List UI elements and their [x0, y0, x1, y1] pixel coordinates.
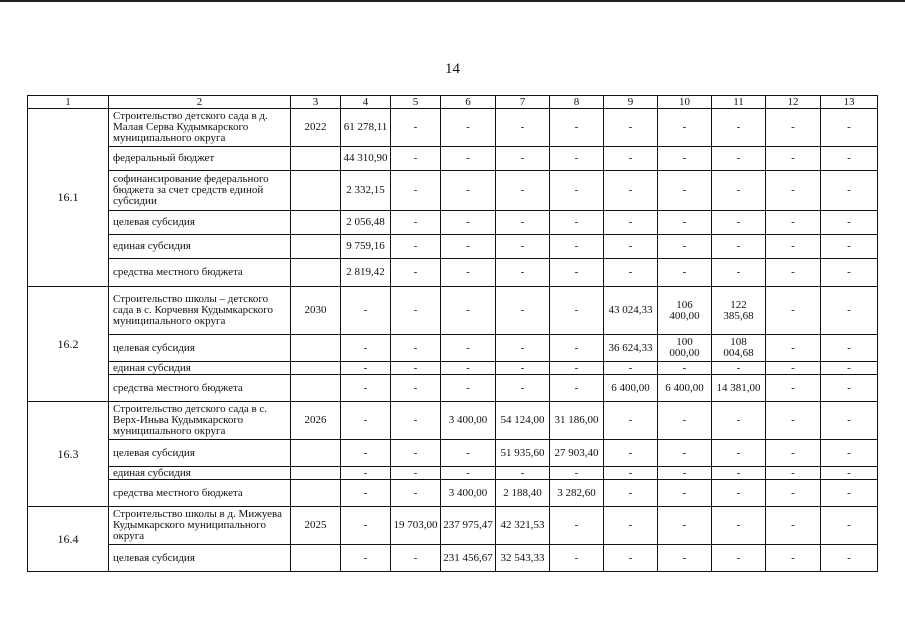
- value-cell: -: [391, 287, 441, 335]
- value-cell: -: [550, 362, 604, 375]
- value-cell: 61 278,11: [341, 109, 391, 147]
- column-header: 1: [28, 96, 109, 109]
- value-cell: -: [658, 480, 712, 507]
- value-cell: -: [658, 467, 712, 480]
- value-cell: -: [821, 362, 878, 375]
- value-cell: 6 400,00: [604, 375, 658, 402]
- row-name: средства местного бюджета: [109, 480, 291, 507]
- value-cell: -: [341, 440, 391, 467]
- value-cell: -: [766, 109, 821, 147]
- value-cell: -: [712, 109, 766, 147]
- table-row: [28, 235, 878, 259]
- value-cell: -: [550, 335, 604, 362]
- value-cell: -: [341, 287, 391, 335]
- value-cell: 2 056,48: [341, 211, 391, 235]
- value-cell: -: [391, 335, 441, 362]
- value-cell: -: [766, 402, 821, 440]
- value-cell: -: [712, 235, 766, 259]
- value-cell: -: [766, 467, 821, 480]
- value-cell: -: [496, 171, 550, 211]
- table-row: [28, 287, 878, 335]
- value-cell: -: [441, 375, 496, 402]
- value-cell: -: [441, 335, 496, 362]
- value-cell: -: [766, 480, 821, 507]
- table-header-row: [28, 96, 878, 109]
- row-name: средства местного бюджета: [109, 259, 291, 287]
- value-cell: -: [496, 259, 550, 287]
- value-cell: -: [712, 211, 766, 235]
- value-cell: -: [441, 235, 496, 259]
- row-year: [291, 362, 341, 375]
- value-cell: -: [550, 109, 604, 147]
- value-cell: 108 004,68: [712, 335, 766, 362]
- value-cell: -: [766, 335, 821, 362]
- value-cell: -: [391, 211, 441, 235]
- value-cell: -: [658, 362, 712, 375]
- row-year: 2026: [291, 402, 341, 440]
- value-cell: 100 000,00: [658, 335, 712, 362]
- row-group-id: 16.2: [28, 287, 109, 402]
- value-cell: -: [391, 259, 441, 287]
- value-cell: -: [658, 211, 712, 235]
- value-cell: -: [821, 375, 878, 402]
- value-cell: 3 282,60: [550, 480, 604, 507]
- value-cell: -: [821, 287, 878, 335]
- value-cell: 2 188,40: [496, 480, 550, 507]
- row-year: [291, 335, 341, 362]
- value-cell: -: [604, 147, 658, 171]
- value-cell: -: [658, 507, 712, 545]
- value-cell: -: [712, 171, 766, 211]
- row-group-id: 16.1: [28, 109, 109, 287]
- row-name: единая субсидия: [109, 235, 291, 259]
- value-cell: -: [604, 480, 658, 507]
- row-year: 2022: [291, 109, 341, 147]
- column-header: 12: [766, 96, 821, 109]
- table-row: [28, 109, 878, 147]
- value-cell: -: [712, 507, 766, 545]
- row-year: 2025: [291, 507, 341, 545]
- row-name: целевая субсидия: [109, 440, 291, 467]
- column-header: 10: [658, 96, 712, 109]
- value-cell: 19 703,00: [391, 507, 441, 545]
- table-row: [28, 147, 878, 171]
- value-cell: -: [604, 545, 658, 572]
- value-cell: -: [766, 211, 821, 235]
- value-cell: -: [550, 259, 604, 287]
- column-header: 8: [550, 96, 604, 109]
- table-row: [28, 259, 878, 287]
- table-row: [28, 402, 878, 440]
- value-cell: -: [658, 109, 712, 147]
- column-header: 7: [496, 96, 550, 109]
- value-cell: -: [441, 362, 496, 375]
- value-cell: -: [604, 171, 658, 211]
- value-cell: 3 400,00: [441, 480, 496, 507]
- column-header: 2: [109, 96, 291, 109]
- table-row: [28, 440, 878, 467]
- value-cell: -: [496, 109, 550, 147]
- value-cell: 14 381,00: [712, 375, 766, 402]
- row-name: Строительство школы – детского сада в с. Корчевня Кудымкарского муниципального округа: [109, 287, 291, 335]
- value-cell: -: [391, 402, 441, 440]
- table-row: [28, 507, 878, 545]
- row-name: Строительство школы в д. Мижуева Кудымкарского муниципального округа: [109, 507, 291, 545]
- value-cell: -: [712, 440, 766, 467]
- value-cell: 3 400,00: [441, 402, 496, 440]
- value-cell: -: [766, 362, 821, 375]
- value-cell: -: [821, 545, 878, 572]
- value-cell: -: [496, 211, 550, 235]
- value-cell: -: [550, 147, 604, 171]
- value-cell: 122 385,68: [712, 287, 766, 335]
- column-header: 9: [604, 96, 658, 109]
- value-cell: -: [391, 480, 441, 507]
- row-year: [291, 235, 341, 259]
- value-cell: -: [341, 480, 391, 507]
- value-cell: -: [441, 147, 496, 171]
- value-cell: -: [712, 147, 766, 171]
- value-cell: -: [604, 362, 658, 375]
- value-cell: -: [658, 440, 712, 467]
- value-cell: -: [441, 440, 496, 467]
- row-group-id: 16.3: [28, 402, 109, 507]
- table-row: [28, 335, 878, 362]
- value-cell: 27 903,40: [550, 440, 604, 467]
- value-cell: -: [391, 171, 441, 211]
- column-header: 13: [821, 96, 878, 109]
- value-cell: -: [712, 259, 766, 287]
- value-cell: -: [496, 375, 550, 402]
- value-cell: 54 124,00: [496, 402, 550, 440]
- value-cell: -: [766, 545, 821, 572]
- value-cell: 44 310,90: [341, 147, 391, 171]
- table-row: [28, 480, 878, 507]
- row-name: средства местного бюджета: [109, 375, 291, 402]
- value-cell: -: [604, 235, 658, 259]
- value-cell: -: [821, 211, 878, 235]
- value-cell: -: [441, 259, 496, 287]
- value-cell: -: [766, 375, 821, 402]
- value-cell: -: [341, 507, 391, 545]
- row-name: единая субсидия: [109, 362, 291, 375]
- value-cell: -: [496, 335, 550, 362]
- value-cell: -: [341, 362, 391, 375]
- row-name: целевая субсидия: [109, 211, 291, 235]
- value-cell: 2 332,15: [341, 171, 391, 211]
- row-year: [291, 211, 341, 235]
- value-cell: 231 456,67: [441, 545, 496, 572]
- value-cell: -: [658, 402, 712, 440]
- value-cell: -: [712, 467, 766, 480]
- value-cell: -: [391, 375, 441, 402]
- table-row: [28, 467, 878, 480]
- value-cell: 9 759,16: [341, 235, 391, 259]
- value-cell: -: [821, 109, 878, 147]
- row-year: [291, 147, 341, 171]
- value-cell: 42 321,53: [496, 507, 550, 545]
- value-cell: -: [496, 362, 550, 375]
- value-cell: -: [821, 480, 878, 507]
- value-cell: -: [604, 467, 658, 480]
- value-cell: -: [341, 402, 391, 440]
- value-cell: -: [550, 211, 604, 235]
- value-cell: -: [766, 259, 821, 287]
- value-cell: -: [496, 235, 550, 259]
- row-name: целевая субсидия: [109, 545, 291, 572]
- row-year: [291, 440, 341, 467]
- value-cell: -: [550, 287, 604, 335]
- value-cell: -: [712, 402, 766, 440]
- value-cell: 6 400,00: [658, 375, 712, 402]
- value-cell: -: [766, 235, 821, 259]
- value-cell: -: [766, 440, 821, 467]
- value-cell: -: [821, 171, 878, 211]
- value-cell: -: [604, 507, 658, 545]
- value-cell: -: [821, 440, 878, 467]
- column-header: 5: [391, 96, 441, 109]
- value-cell: -: [604, 259, 658, 287]
- value-cell: -: [441, 171, 496, 211]
- row-group-id: 16.4: [28, 507, 109, 572]
- value-cell: -: [658, 235, 712, 259]
- value-cell: -: [821, 335, 878, 362]
- value-cell: -: [712, 480, 766, 507]
- column-header: 4: [341, 96, 391, 109]
- value-cell: -: [766, 507, 821, 545]
- value-cell: -: [496, 287, 550, 335]
- value-cell: -: [391, 147, 441, 171]
- value-cell: 51 935,60: [496, 440, 550, 467]
- value-cell: 31 186,00: [550, 402, 604, 440]
- value-cell: -: [341, 467, 391, 480]
- row-name: федеральный бюджет: [109, 147, 291, 171]
- value-cell: -: [658, 545, 712, 572]
- value-cell: -: [712, 545, 766, 572]
- value-cell: -: [391, 545, 441, 572]
- column-header: 3: [291, 96, 341, 109]
- value-cell: -: [658, 259, 712, 287]
- row-year: [291, 375, 341, 402]
- row-name: Строительство детского сада в д. Малая Серва Кудымкарского муниципального округа: [109, 109, 291, 147]
- row-name: целевая субсидия: [109, 335, 291, 362]
- value-cell: -: [821, 507, 878, 545]
- value-cell: -: [604, 211, 658, 235]
- row-name: единая субсидия: [109, 467, 291, 480]
- table-row: [28, 362, 878, 375]
- value-cell: -: [550, 375, 604, 402]
- value-cell: -: [658, 171, 712, 211]
- table-row: [28, 375, 878, 402]
- value-cell: 106 400,00: [658, 287, 712, 335]
- value-cell: -: [341, 335, 391, 362]
- value-cell: -: [766, 287, 821, 335]
- value-cell: -: [766, 147, 821, 171]
- value-cell: -: [821, 402, 878, 440]
- value-cell: -: [341, 545, 391, 572]
- row-name: софинансирование федерального бюджета за счет средств единой субсидии: [109, 171, 291, 211]
- value-cell: -: [391, 235, 441, 259]
- value-cell: -: [604, 440, 658, 467]
- value-cell: -: [821, 259, 878, 287]
- value-cell: -: [441, 287, 496, 335]
- row-year: [291, 467, 341, 480]
- page-top-border: [0, 0, 905, 2]
- value-cell: -: [441, 467, 496, 480]
- value-cell: -: [496, 147, 550, 171]
- value-cell: -: [550, 235, 604, 259]
- value-cell: -: [391, 109, 441, 147]
- value-cell: -: [441, 211, 496, 235]
- value-cell: -: [441, 109, 496, 147]
- value-cell: -: [712, 362, 766, 375]
- value-cell: 237 975,47: [441, 507, 496, 545]
- value-cell: -: [821, 235, 878, 259]
- row-year: [291, 171, 341, 211]
- table-row: [28, 545, 878, 572]
- value-cell: -: [496, 467, 550, 480]
- value-cell: -: [550, 507, 604, 545]
- value-cell: -: [550, 545, 604, 572]
- value-cell: 43 024,33: [604, 287, 658, 335]
- column-header: 6: [441, 96, 496, 109]
- table-row: [28, 171, 878, 211]
- row-year: [291, 480, 341, 507]
- value-cell: -: [658, 147, 712, 171]
- value-cell: 36 624,33: [604, 335, 658, 362]
- row-year: [291, 545, 341, 572]
- row-year: [291, 259, 341, 287]
- value-cell: -: [341, 375, 391, 402]
- value-cell: -: [391, 440, 441, 467]
- value-cell: -: [604, 402, 658, 440]
- value-cell: -: [391, 362, 441, 375]
- value-cell: -: [766, 171, 821, 211]
- value-cell: 2 819,42: [341, 259, 391, 287]
- table-row: [28, 211, 878, 235]
- value-cell: -: [550, 467, 604, 480]
- value-cell: 32 543,33: [496, 545, 550, 572]
- value-cell: -: [604, 109, 658, 147]
- value-cell: -: [391, 467, 441, 480]
- value-cell: -: [821, 467, 878, 480]
- row-year: 2030: [291, 287, 341, 335]
- value-cell: -: [821, 147, 878, 171]
- row-name: Строительство детского сада в с. Верх-Иньва Кудымкарского муниципального округа: [109, 402, 291, 440]
- value-cell: -: [550, 171, 604, 211]
- page-number: 14: [445, 61, 460, 77]
- budget-table: [27, 95, 878, 572]
- column-header: 11: [712, 96, 766, 109]
